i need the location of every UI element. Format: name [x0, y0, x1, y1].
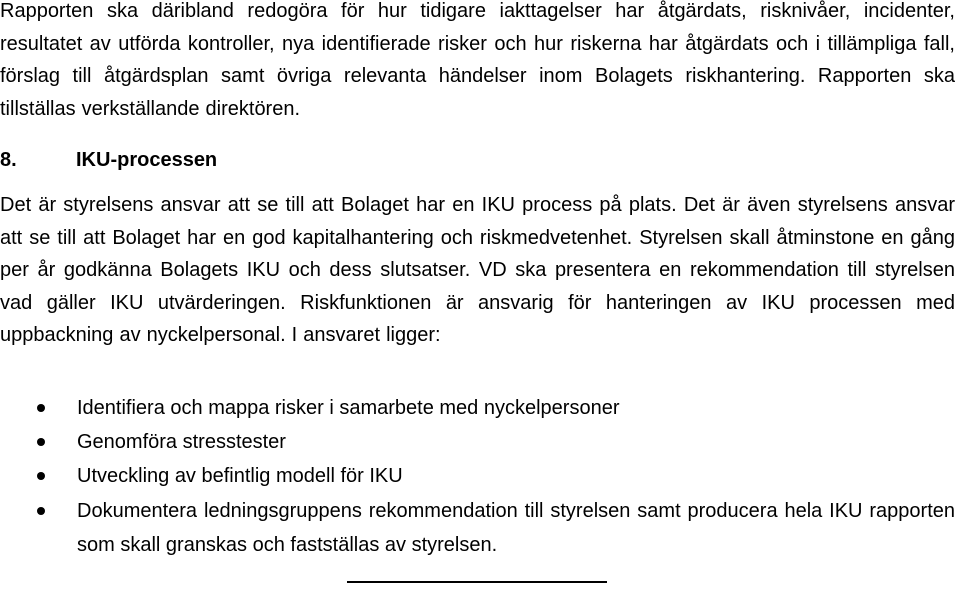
responsibility-list	[0, 391, 955, 562]
bullet-icon	[37, 404, 45, 412]
list-item-text: Utveckling av befintlig modell för IKU	[77, 465, 403, 488]
list-item	[0, 459, 955, 493]
bullet-icon	[37, 438, 45, 446]
list-item-text: Identifiera och mappa risker i samarbete med nyckelpersoner	[77, 397, 620, 419]
bullet-icon	[37, 472, 45, 480]
section-number: 8.	[0, 149, 17, 171]
section-title: IKU-processen	[76, 149, 218, 171]
section-heading	[0, 145, 217, 175]
list-item-text: Dokumentera ledningsgruppens rekommendation till styrelsen samt producera hela IKU rapporten som skall granskas och fastställas av styrelsen.	[77, 499, 955, 556]
list-item	[0, 494, 955, 562]
intro-paragraph: Rapporten ska däribland redogöra för hur tidigare iakttagelser har åtgärdats, risknivåer, incidenter, resultatet av utförda kontroller, nya identifierade risker och hur riskerna har åtgärdats och i tillämpliga fall, förslag till åtgärdsplan samt övriga relevanta händelser inom Bolagets riskhantering. Rapporten ska tillställas verkställande direktören.	[0, 0, 955, 120]
bullet-icon	[37, 507, 45, 515]
list-item-text: Genomföra stresstester	[77, 431, 286, 454]
section-end-rule	[347, 581, 607, 583]
main-paragraph: Det är styrelsens ansvar att se till att Bolaget har en IKU process på plats. Det är även styrelsens ansvar att se till att Bolaget har en god kapitalhantering och riskmedvetenhet. Styrelsen skall åtminstone en gång per år godkänna Bolagets IKU och dess slutsatser. VD ska presentera en rekommendation till styrelsen vad gäller IKU utvärderingen. Riskfunktionen är ansvarig för hanteringen av IKU processen med uppbackning av nyckelpersonal. I ansvaret ligger:	[0, 194, 955, 346]
list-item	[0, 391, 955, 425]
list-item	[0, 425, 955, 459]
